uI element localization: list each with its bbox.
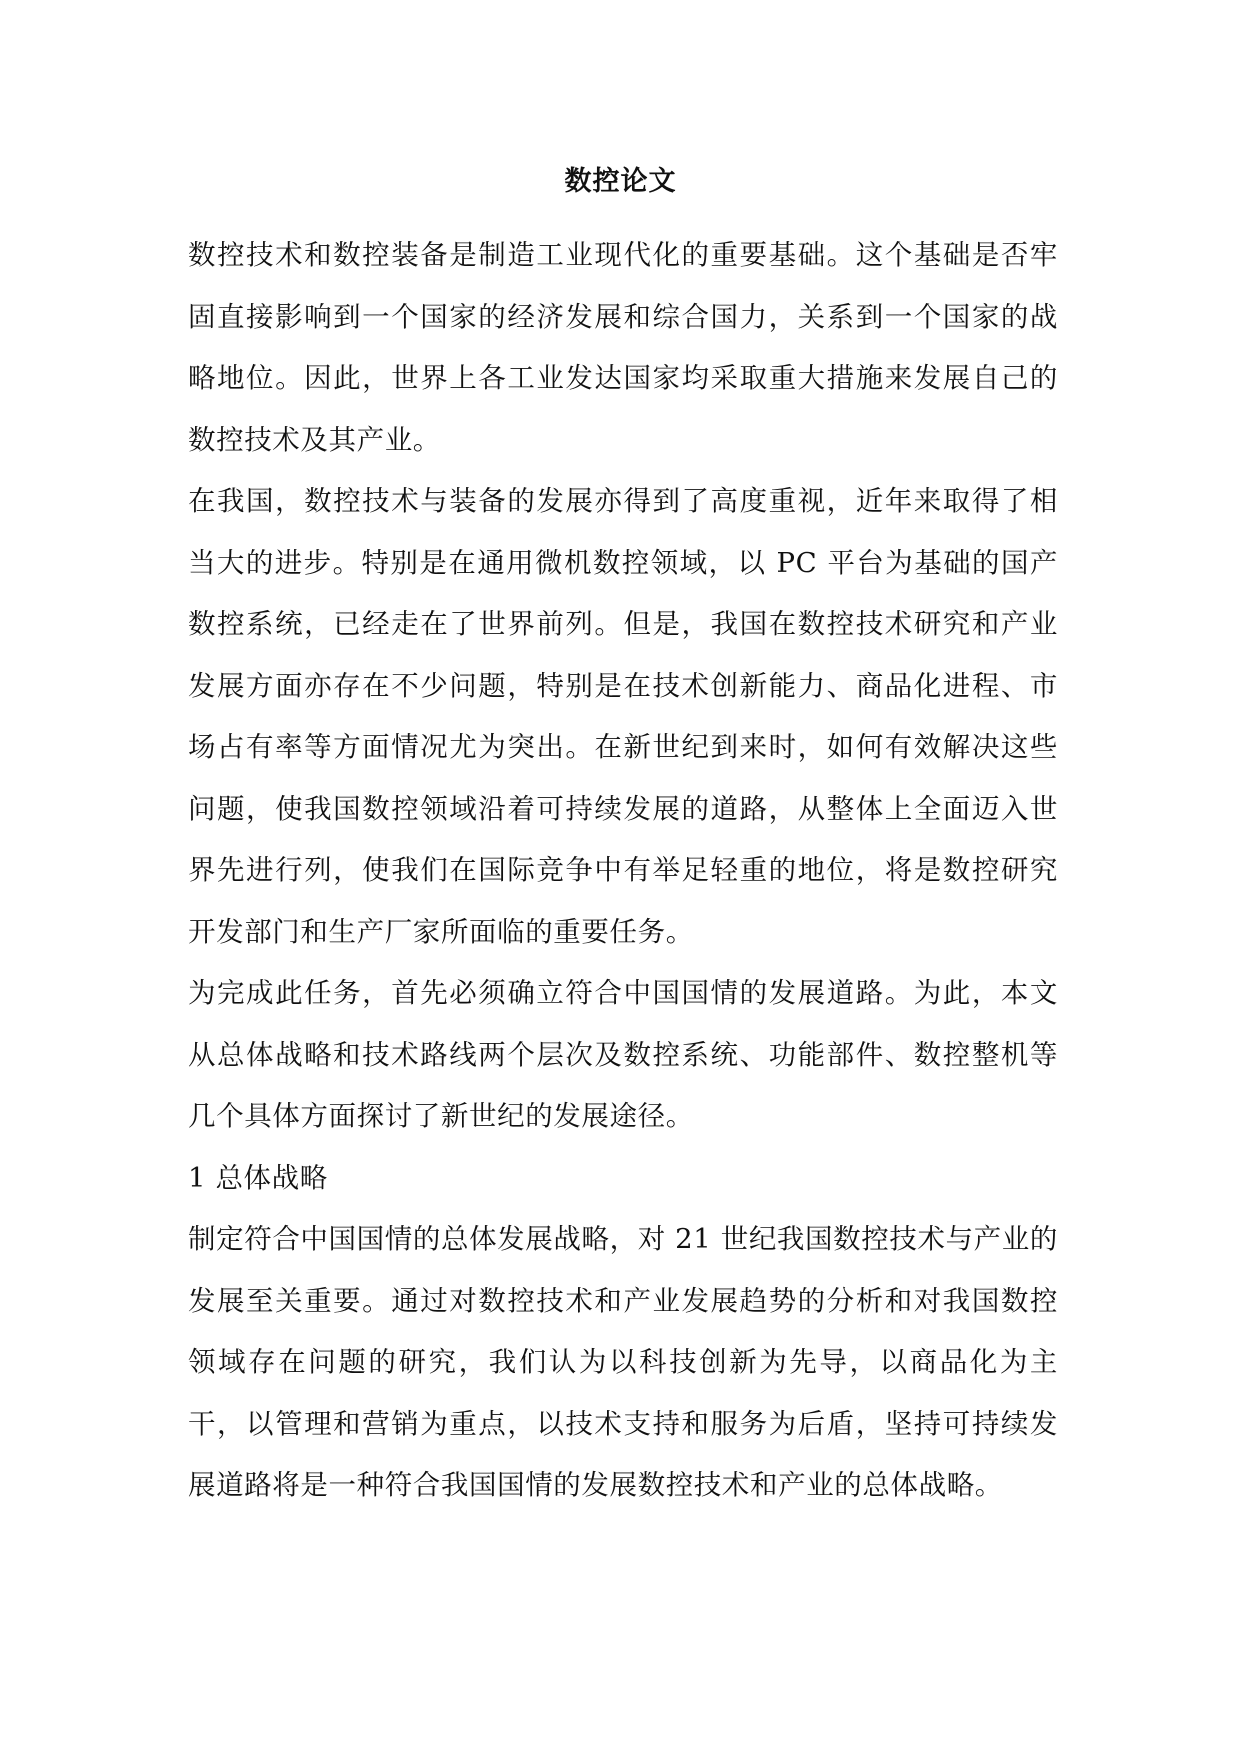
section-heading: 1 总体战略 <box>188 1161 328 1194</box>
paragraph-purpose: 为完成此任务，首先必须确立符合中国国情的发展道路。为此，本文从总体战略和技术路线两个层次及数控系统、功能部件、数控整机等几个具体方面探讨了新世纪的发展途径。 <box>188 977 1058 1132</box>
paragraph-overall-strategy: 制定符合中国国情的总体发展战略，对 21 世纪我国数控技术与产业的发展至关重要。通过对数控技术和产业发展趋势的分析和对我国数控领域存在问题的研究，我们认为以科技创新为先导，以商品化为主干，以管理和营销为重点，以技术支持和服务为后盾，坚持可持续发展道路将是一种符合我国国情的发展数控技术和产业的总体战略。 <box>188 1223 1058 1501</box>
paragraph-intro: 数控技术和数控装备是制造工业现代化的重要基础。这个基础是否牢固直接影响到一个国家的经济发展和综合国力，关系到一个国家的战略地位。因此，世界上各工业发达国家均采取重大措施来发展自己的数控技术及其产业。 <box>188 239 1058 456</box>
paragraph-progress-and-problems: 在我国，数控技术与装备的发展亦得到了高度重视，近年来取得了相当大的进步。特别是在通用微机数控领域，以 PC 平台为基础的国产数控系统，已经走在了世界前列。但是，我国在数控技术研究和产业发展方面亦存在不少问题，特别是在技术创新能力、商品化进程、市场占有率等方面情况尤为突出。在新世纪到来时，如何有效解决这些问题，使我国数控领域沿着可持续发展的道路，从整体上全面迈入世界先进行列，使我们在国际竞争中有举足轻重的地位，将是数控研究开发部门和生产厂家所面临的重要任务。 <box>188 485 1058 948</box>
document-title: 数控论文 <box>564 166 677 197</box>
document-body <box>188 225 1058 1517</box>
